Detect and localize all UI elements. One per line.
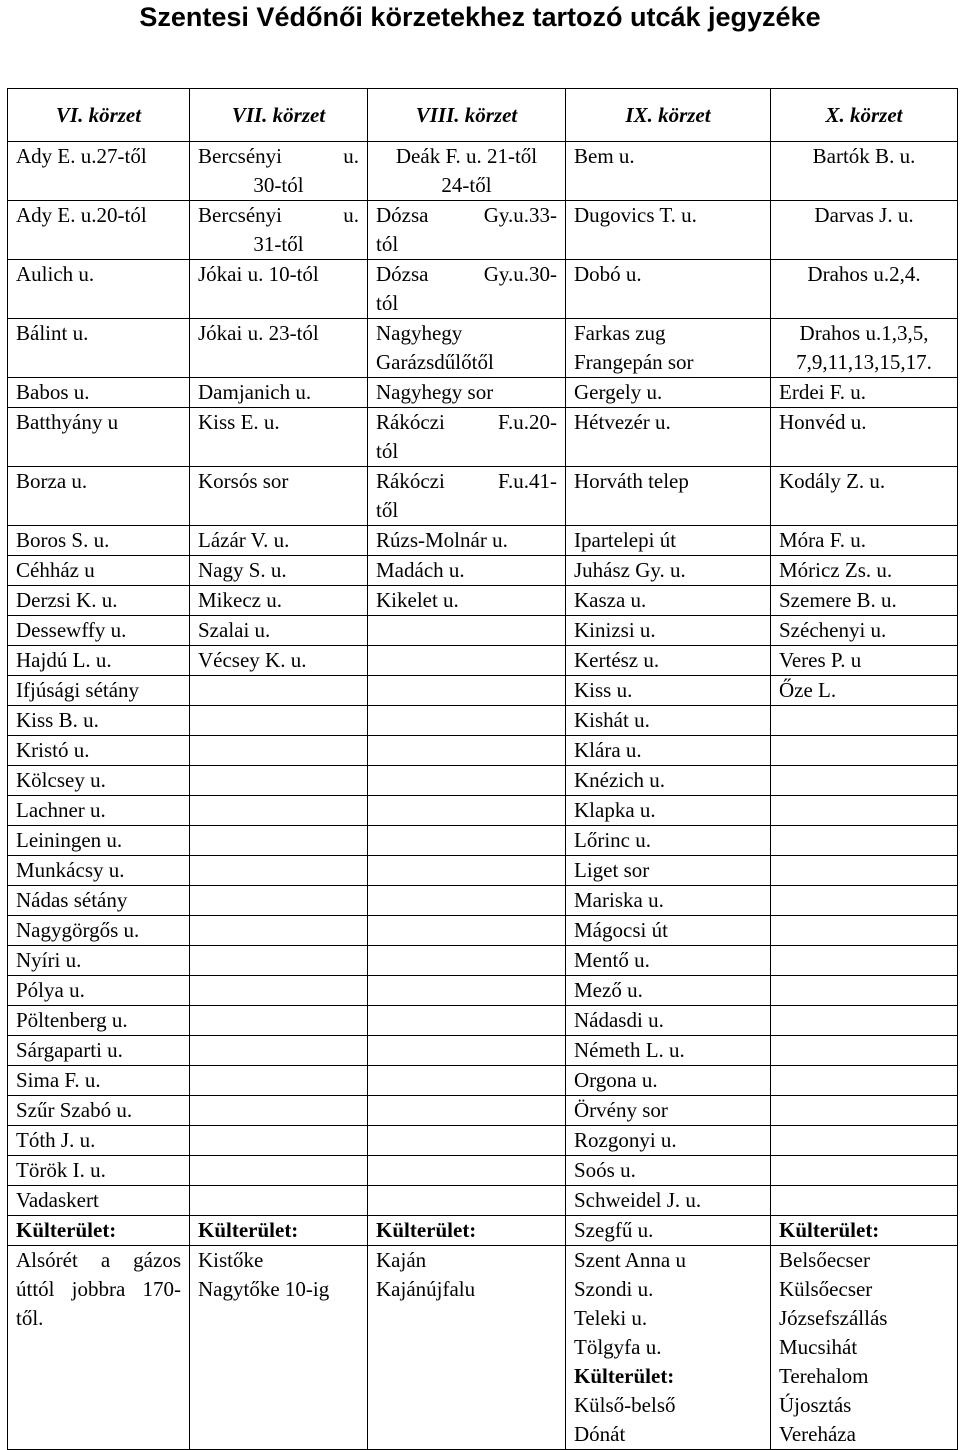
- table-cell: Tóth J. u.: [8, 1126, 190, 1156]
- table-cell: [368, 826, 566, 856]
- table-cell: [190, 706, 368, 736]
- table-cell: [368, 1126, 566, 1156]
- table-cell: Liget sor: [566, 856, 771, 886]
- table-row: [8, 142, 958, 201]
- cell-line: Külterület:: [574, 1364, 675, 1388]
- table-cell: Batthyány u: [8, 408, 190, 467]
- table-cell: [771, 1126, 958, 1156]
- table-cell: [190, 766, 368, 796]
- table-cell: [368, 319, 566, 378]
- table-cell: [190, 201, 368, 260]
- table-cell: [771, 1036, 958, 1066]
- table-cell: Babos u.: [8, 378, 190, 408]
- table-cell: [368, 856, 566, 886]
- table-cell: [368, 796, 566, 826]
- table-cell: Mágocsi út: [566, 916, 771, 946]
- table-cell: [190, 976, 368, 1006]
- table-row: [8, 766, 958, 796]
- cell-line: Tölgyfa u.: [574, 1335, 662, 1359]
- page-title: Szentesi Védőnői körzetekhez tartozó utcák jegyzéke: [139, 2, 821, 32]
- table-cell: [771, 319, 958, 378]
- table-cell: [368, 886, 566, 916]
- cell-line: Teleki u.: [574, 1306, 648, 1330]
- table-row: [8, 526, 958, 556]
- table-cell: Móricz Zs. u.: [771, 556, 958, 586]
- cell-line: Drahos u.1,3,5,: [799, 321, 929, 345]
- table-cell: Rúzs-Molnár u.: [368, 526, 566, 556]
- cell-line: Belsőecser: [779, 1248, 870, 1272]
- table-cell: Külterület:: [368, 1216, 566, 1246]
- table-row: [8, 260, 958, 319]
- cell-line: Szondi u.: [574, 1277, 654, 1301]
- table-cell: Soós u.: [566, 1156, 771, 1186]
- table-cell: [368, 946, 566, 976]
- table-cell: [771, 1156, 958, 1186]
- table-cell: [771, 1186, 958, 1216]
- cell-line: Dónát: [574, 1422, 626, 1446]
- table-cell: [190, 1006, 368, 1036]
- table-cell: [368, 1066, 566, 1096]
- table-row: [8, 706, 958, 736]
- table-cell: Nagyhegy sor: [368, 378, 566, 408]
- table-cell: Mentő u.: [566, 946, 771, 976]
- table-cell: Derzsi K. u.: [8, 586, 190, 616]
- table-cell: [368, 260, 566, 319]
- table-cell: Török I. u.: [8, 1156, 190, 1186]
- table-cell: Bem u.: [566, 142, 771, 201]
- table-cell: Juhász Gy. u.: [566, 556, 771, 586]
- cell-line: Kistőke: [198, 1248, 264, 1272]
- kulterulet-row: [8, 1216, 958, 1246]
- table-cell: Alsórét a gázos úttól jobbra 170-től.: [8, 1246, 190, 1450]
- cell-line: Bercsényi u.: [198, 144, 359, 168]
- street-table: [7, 88, 958, 1450]
- table-cell: [190, 1246, 368, 1450]
- cell-line: Bercsényi u.: [198, 203, 359, 227]
- table-cell: [368, 1156, 566, 1186]
- table-cell: Széchenyi u.: [771, 616, 958, 646]
- table-cell: [190, 676, 368, 706]
- table-cell: Bálint u.: [8, 319, 190, 378]
- table-cell: Aulich u.: [8, 260, 190, 319]
- table-row: [8, 1006, 958, 1036]
- table-row: [8, 467, 958, 526]
- cell-line: Kaján: [376, 1248, 427, 1272]
- cell-line: Dózsa Gy.u.33-: [376, 203, 557, 227]
- table-cell: [190, 142, 368, 201]
- cell-line: Mucsihát: [779, 1335, 858, 1359]
- table-cell: Külterület:: [771, 1216, 958, 1246]
- table-cell: Ipartelepi út: [566, 526, 771, 556]
- table-cell: Vécsey K. u.: [190, 646, 368, 676]
- table-cell: Honvéd u.: [771, 408, 958, 467]
- table-cell: Ady E. u.27-től: [8, 142, 190, 201]
- table-row: [8, 201, 958, 260]
- table-cell: Madách u.: [368, 556, 566, 586]
- cell-line: tól: [376, 439, 399, 463]
- table-cell: Kiss u.: [566, 676, 771, 706]
- table-cell: [368, 676, 566, 706]
- table-cell: Sárgaparti u.: [8, 1036, 190, 1066]
- table-cell: [368, 1006, 566, 1036]
- table-cell: [368, 706, 566, 736]
- table-cell: Szűr Szabó u.: [8, 1096, 190, 1126]
- table-cell: Sima F. u.: [8, 1066, 190, 1096]
- table-cell: Szegfű u.: [566, 1216, 771, 1246]
- table-row: [8, 856, 958, 886]
- table-cell: Damjanich u.: [190, 378, 368, 408]
- header-cell: X. körzet: [771, 89, 958, 142]
- table-cell: Munkácsy u.: [8, 856, 190, 886]
- table-cell: [368, 408, 566, 467]
- table-cell: Korsós sor: [190, 467, 368, 526]
- cell-line: 7,9,11,13,15,17.: [796, 350, 932, 374]
- cell-line: Frangepán sor: [574, 350, 694, 374]
- table-cell: Klapka u.: [566, 796, 771, 826]
- table-cell: Külterület:: [8, 1216, 190, 1246]
- table-cell: Móra F. u.: [771, 526, 958, 556]
- table-cell: [771, 856, 958, 886]
- table-cell: [368, 142, 566, 201]
- cell-line: Nagytőke 10-ig: [198, 1277, 330, 1301]
- table-cell: [190, 856, 368, 886]
- table-cell: [190, 1186, 368, 1216]
- table-cell: Kiss B. u.: [8, 706, 190, 736]
- table-cell: Orgona u.: [566, 1066, 771, 1096]
- table-row: [8, 408, 958, 467]
- table-row: [8, 556, 958, 586]
- table-cell: [190, 1156, 368, 1186]
- cell-line: től: [376, 498, 399, 522]
- table-cell: [368, 976, 566, 1006]
- table-row: [8, 1186, 958, 1216]
- cell-line: Külső-belső: [574, 1393, 676, 1417]
- table-row: [8, 826, 958, 856]
- table-cell: Ifjúsági sétány: [8, 676, 190, 706]
- cell-line: Terehalom: [779, 1364, 869, 1388]
- table-cell: [368, 1246, 566, 1450]
- table-cell: [190, 1126, 368, 1156]
- header-cell: VIII. körzet: [368, 89, 566, 142]
- table-cell: Kikelet u.: [368, 586, 566, 616]
- cell-line: tól: [376, 291, 399, 315]
- table-cell: Gergely u.: [566, 378, 771, 408]
- cell-line: Szent Anna u: [574, 1248, 686, 1272]
- table-cell: Kiss E. u.: [190, 408, 368, 467]
- table-cell: [771, 736, 958, 766]
- table-row: [8, 319, 958, 378]
- table-cell: [368, 616, 566, 646]
- table-cell: Drahos u.2,4.: [771, 260, 958, 319]
- table-cell: [771, 826, 958, 856]
- table-cell: Szalai u.: [190, 616, 368, 646]
- table-row: [8, 916, 958, 946]
- table-cell: Veres P. u: [771, 646, 958, 676]
- table-cell: [190, 916, 368, 946]
- table-cell: Szemere B. u.: [771, 586, 958, 616]
- cell-line: 30-tól: [253, 173, 304, 197]
- table-cell: Dessewffy u.: [8, 616, 190, 646]
- table-cell: Klára u.: [566, 736, 771, 766]
- cell-line: 24-től: [441, 173, 492, 197]
- table-cell: Kertész u.: [566, 646, 771, 676]
- table-row: [8, 1156, 958, 1186]
- table-cell: Hajdú L. u.: [8, 646, 190, 676]
- table-cell: Nyíri u.: [8, 946, 190, 976]
- table-row: [8, 1126, 958, 1156]
- cell-line: 31-től: [253, 232, 304, 256]
- table-cell: [368, 766, 566, 796]
- table-cell: Jókai u. 10-tól: [190, 260, 368, 319]
- table-cell: Nádas sétány: [8, 886, 190, 916]
- table-cell: Mező u.: [566, 976, 771, 1006]
- table-cell: [771, 1006, 958, 1036]
- table-cell: Erdei F. u.: [771, 378, 958, 408]
- table-cell: Kristó u.: [8, 736, 190, 766]
- table-row: [8, 1066, 958, 1096]
- table-row: [8, 586, 958, 616]
- table-cell: Nagy S. u.: [190, 556, 368, 586]
- cell-line: Nagyhegy: [376, 321, 463, 345]
- table-cell: [368, 646, 566, 676]
- table-cell: Kinizsi u.: [566, 616, 771, 646]
- cell-line: Deák F. u. 21-től: [395, 144, 538, 168]
- cell-line: Külsőecser: [779, 1277, 873, 1301]
- table-cell: Nádasdi u.: [566, 1006, 771, 1036]
- table-cell: Kasza u.: [566, 586, 771, 616]
- table-cell: Borza u.: [8, 467, 190, 526]
- table-cell: Külterület:: [190, 1216, 368, 1246]
- cell-line: Garázsdűlőtől: [376, 350, 494, 374]
- table-row: [8, 378, 958, 408]
- table-cell: Pólya u.: [8, 976, 190, 1006]
- table-cell: [190, 1066, 368, 1096]
- table-cell: [190, 946, 368, 976]
- table-cell: Örvény sor: [566, 1096, 771, 1126]
- table-cell: [771, 886, 958, 916]
- table-cell: [368, 467, 566, 526]
- outskirts-row: [8, 1246, 958, 1450]
- table-cell: Lázár V. u.: [190, 526, 368, 556]
- table-cell: Kishát u.: [566, 706, 771, 736]
- table-cell: [771, 706, 958, 736]
- table-cell: [771, 1096, 958, 1126]
- table-cell: [771, 946, 958, 976]
- table-cell: Leiningen u.: [8, 826, 190, 856]
- table-cell: Németh L. u.: [566, 1036, 771, 1066]
- table-cell: Kodály Z. u.: [771, 467, 958, 526]
- cell-line: Újosztás: [779, 1393, 852, 1417]
- table-cell: Dugovics T. u.: [566, 201, 771, 260]
- table-cell: Lőrinc u.: [566, 826, 771, 856]
- header-row: [8, 89, 958, 142]
- table-cell: Horváth telep: [566, 467, 771, 526]
- table-cell: Céhház u: [8, 556, 190, 586]
- table-row: [8, 886, 958, 916]
- table-cell: [771, 976, 958, 1006]
- table-cell: Őze L.: [771, 676, 958, 706]
- table-cell: [566, 1246, 771, 1450]
- table-cell: [368, 201, 566, 260]
- table-row: [8, 1036, 958, 1066]
- table-cell: [771, 1066, 958, 1096]
- table-cell: [190, 826, 368, 856]
- table-cell: Boros S. u.: [8, 526, 190, 556]
- table-cell: Mikecz u.: [190, 586, 368, 616]
- table-cell: Dobó u.: [566, 260, 771, 319]
- table-cell: [190, 1036, 368, 1066]
- table-cell: [190, 886, 368, 916]
- table-cell: [190, 1096, 368, 1126]
- table-cell: Hétvezér u.: [566, 408, 771, 467]
- table-cell: [368, 1096, 566, 1126]
- table-cell: [368, 736, 566, 766]
- table-cell: Mariska u.: [566, 886, 771, 916]
- table-cell: [190, 796, 368, 826]
- table-cell: Nagygörgős u.: [8, 916, 190, 946]
- cell-line: tól: [376, 232, 399, 256]
- table-cell: Schweidel J. u.: [566, 1186, 771, 1216]
- cell-line: Kajánújfalu: [376, 1277, 476, 1301]
- table-cell: Kölcsey u.: [8, 766, 190, 796]
- table-cell: [771, 766, 958, 796]
- table-cell: Vadaskert: [8, 1186, 190, 1216]
- header-cell: IX. körzet: [566, 89, 771, 142]
- table-cell: Ady E. u.20-tól: [8, 201, 190, 260]
- table-cell: [771, 916, 958, 946]
- cell-line: Rákóczi F.u.20-: [376, 410, 557, 434]
- table-row: [8, 676, 958, 706]
- table-row: [8, 616, 958, 646]
- table-cell: [190, 736, 368, 766]
- cell-line: Rákóczi F.u.41-: [376, 469, 557, 493]
- table-cell: [368, 1186, 566, 1216]
- table-row: [8, 796, 958, 826]
- table-row: [8, 946, 958, 976]
- cell-line: Vereháza: [779, 1422, 856, 1446]
- table-cell: [566, 319, 771, 378]
- table-cell: [368, 1036, 566, 1066]
- table-row: [8, 736, 958, 766]
- table-cell: [368, 916, 566, 946]
- header-cell: VI. körzet: [8, 89, 190, 142]
- table-row: [8, 1096, 958, 1126]
- table-row: [8, 646, 958, 676]
- table-cell: Lachner u.: [8, 796, 190, 826]
- cell-line: Dózsa Gy.u.30-: [376, 262, 557, 286]
- table-cell: Jókai u. 23-tól: [190, 319, 368, 378]
- cell-line: Józsefszállás: [779, 1306, 888, 1330]
- table-cell: Knézich u.: [566, 766, 771, 796]
- table-cell: Pöltenberg u.: [8, 1006, 190, 1036]
- table-cell: Rozgonyi u.: [566, 1126, 771, 1156]
- table-cell: [771, 1246, 958, 1450]
- table-cell: [771, 796, 958, 826]
- table-row: [8, 976, 958, 1006]
- table-cell: Darvas J. u.: [771, 201, 958, 260]
- cell-line: Farkas zug: [574, 321, 666, 345]
- header-cell: VII. körzet: [190, 89, 368, 142]
- table-cell: Bartók B. u.: [771, 142, 958, 201]
